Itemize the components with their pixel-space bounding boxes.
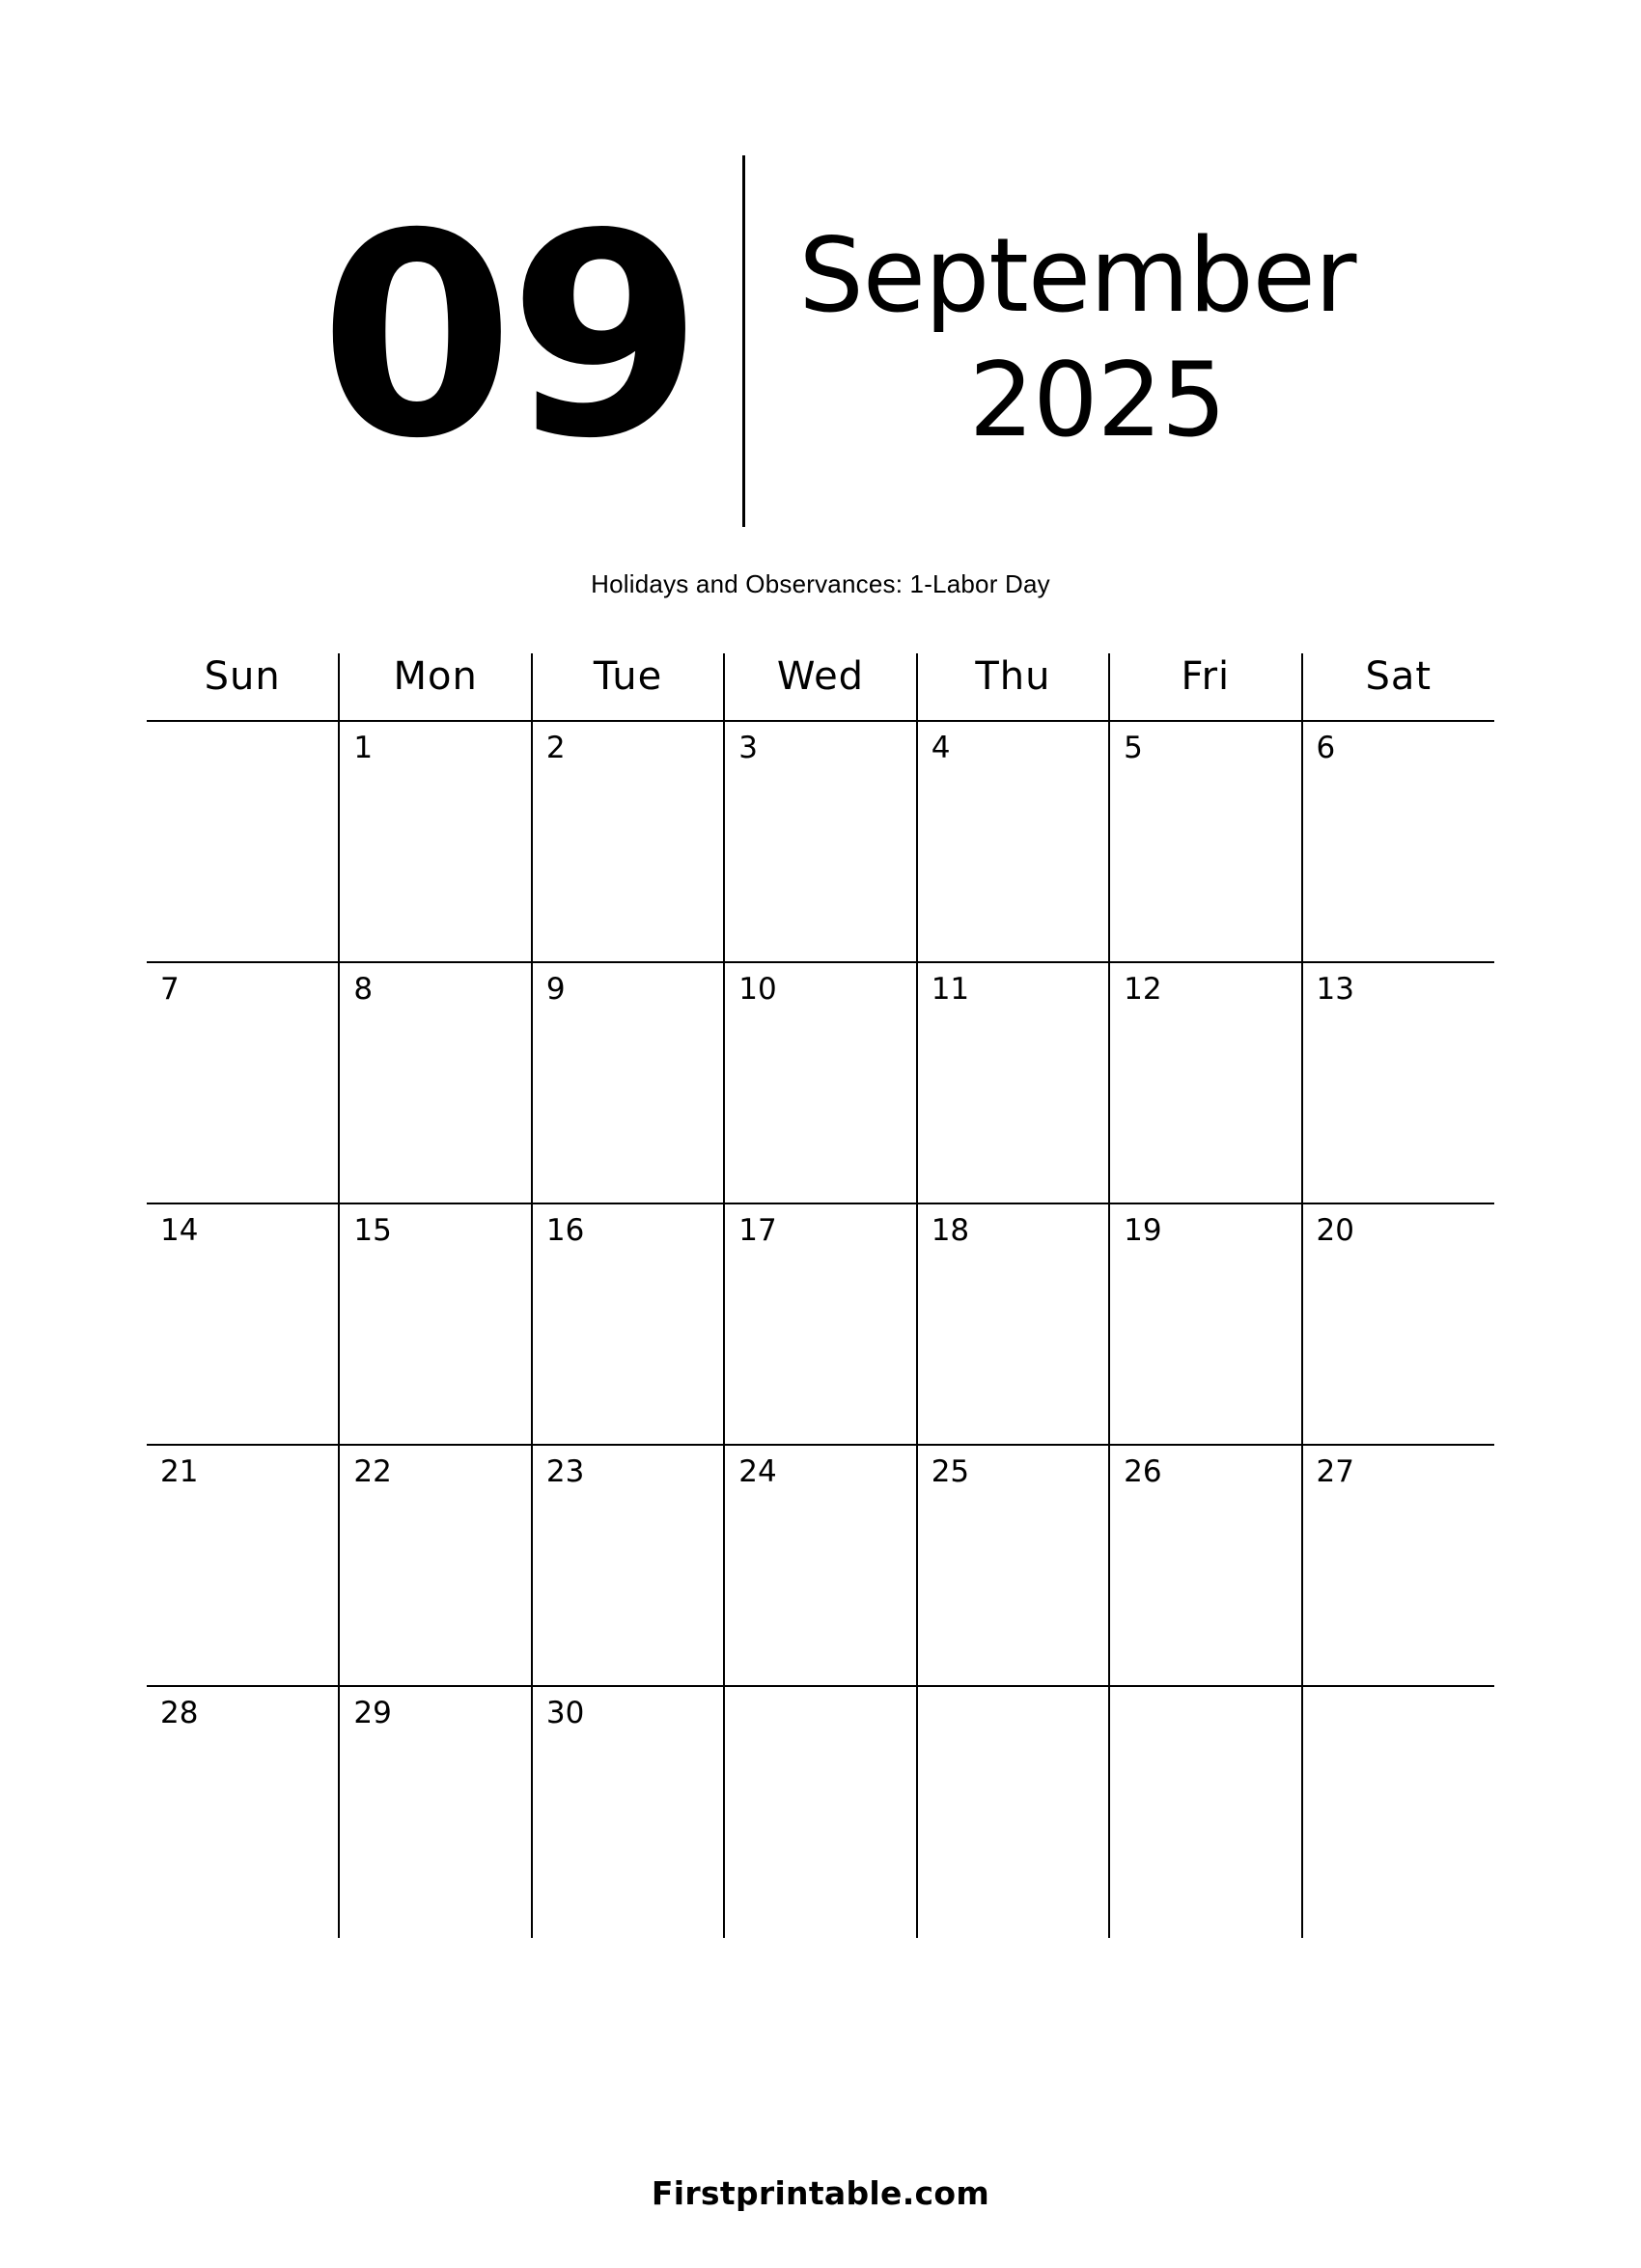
calendar-day-cell[interactable] <box>1302 962 1494 1203</box>
calendar-day-cell[interactable] <box>1302 721 1494 962</box>
calendar-day-cell[interactable] <box>1109 721 1301 962</box>
calendar-week-row <box>147 1203 1494 1445</box>
holidays-observances: Holidays and Observances: 1-Labor Day <box>591 569 1050 598</box>
calendar-day-cell[interactable] <box>147 1203 339 1445</box>
day-number: 5 <box>1124 731 1143 765</box>
day-number: 15 <box>353 1213 392 1248</box>
weekday-header-mon: Mon <box>339 653 531 721</box>
calendar-day-cell[interactable] <box>917 721 1109 962</box>
day-number: 29 <box>353 1696 392 1730</box>
day-number: 17 <box>738 1213 777 1248</box>
calendar-day-cell[interactable] <box>917 1445 1109 1686</box>
calendar-day-cell[interactable] <box>532 962 724 1203</box>
day-number: 2 <box>545 731 566 765</box>
day-number: 13 <box>1316 972 1354 1007</box>
day-number: 1 <box>353 731 374 765</box>
footer-site-name[interactable]: Firstprintable.com <box>651 2174 990 2212</box>
weekday-header-fri: Fri <box>1109 653 1301 721</box>
header-title-block <box>745 213 1363 463</box>
calendar-day-cell[interactable] <box>724 1203 916 1445</box>
day-number: 20 <box>1316 1213 1354 1248</box>
calendar-day-cell[interactable] <box>1109 1445 1301 1686</box>
calendar-day-cell[interactable] <box>1109 962 1301 1203</box>
day-number: 16 <box>545 1213 585 1248</box>
day-number: 12 <box>1124 972 1162 1007</box>
month-number: 09 <box>319 175 698 501</box>
calendar-day-cell[interactable] <box>532 1203 724 1445</box>
day-number: 30 <box>545 1696 585 1730</box>
day-number: 25 <box>931 1454 970 1489</box>
day-number: 24 <box>738 1454 777 1489</box>
calendar-week-row <box>147 1445 1494 1686</box>
calendar-day-cell[interactable] <box>339 721 531 962</box>
weekday-header-tue: Tue <box>532 653 724 721</box>
year-label: 2025 <box>968 341 1226 459</box>
calendar-grid <box>147 653 1494 1938</box>
calendar-day-cell[interactable] <box>532 721 724 962</box>
day-number: 27 <box>1316 1454 1354 1489</box>
calendar-day-cell[interactable] <box>339 1445 531 1686</box>
day-number: 11 <box>931 972 970 1007</box>
calendar-day-cell[interactable] <box>917 962 1109 1203</box>
calendar-day-cell[interactable] <box>1302 1686 1494 1938</box>
calendar-day-cell[interactable] <box>1109 1686 1301 1938</box>
weekday-header-sun: Sun <box>147 653 339 721</box>
calendar-day-cell[interactable] <box>339 1203 531 1445</box>
calendar-day-cell[interactable] <box>724 721 916 962</box>
calendar-day-cell[interactable] <box>1302 1445 1494 1686</box>
calendar-day-cell[interactable] <box>724 1686 916 1938</box>
day-number: 28 <box>160 1696 199 1730</box>
calendar-day-cell[interactable] <box>1109 1203 1301 1445</box>
day-number: 3 <box>738 731 758 765</box>
weekday-header-sat: Sat <box>1302 653 1494 721</box>
day-number: 6 <box>1316 731 1336 765</box>
calendar-page <box>0 145 1641 2268</box>
calendar-day-cell[interactable] <box>724 1445 916 1686</box>
day-number: 23 <box>545 1454 585 1489</box>
calendar-week-row <box>147 962 1494 1203</box>
day-number: 18 <box>931 1213 970 1248</box>
calendar-day-cell[interactable] <box>147 962 339 1203</box>
weekday-header-thu: Thu <box>917 653 1109 721</box>
day-number: 7 <box>160 972 180 1007</box>
calendar-day-cell[interactable] <box>532 1445 724 1686</box>
calendar-day-cell[interactable] <box>339 1686 531 1938</box>
calendar-day-cell[interactable] <box>1302 1203 1494 1445</box>
calendar-day-cell[interactable] <box>147 1686 339 1938</box>
calendar-day-cell[interactable] <box>532 1686 724 1938</box>
day-number: 26 <box>1124 1454 1162 1489</box>
weekday-header-row <box>147 653 1494 721</box>
day-number: 19 <box>1124 1213 1162 1248</box>
calendar-week-row <box>147 1686 1494 1938</box>
day-number: 22 <box>353 1454 392 1489</box>
calendar-header <box>0 145 1641 531</box>
calendar-day-cell[interactable] <box>917 1203 1109 1445</box>
weekday-header-wed: Wed <box>724 653 916 721</box>
calendar-day-cell[interactable] <box>917 1686 1109 1938</box>
calendar-day-cell[interactable] <box>147 1445 339 1686</box>
calendar-day-cell[interactable] <box>724 962 916 1203</box>
calendar-day-cell[interactable] <box>339 962 531 1203</box>
day-number: 9 <box>545 972 566 1007</box>
day-number: 4 <box>931 731 951 765</box>
day-number: 14 <box>160 1213 199 1248</box>
day-number: 8 <box>353 972 374 1007</box>
day-number: 21 <box>160 1454 199 1489</box>
day-number: 10 <box>738 972 777 1007</box>
calendar-day-cell[interactable] <box>147 721 339 962</box>
month-name: September <box>798 215 1356 335</box>
calendar-week-row <box>147 721 1494 962</box>
